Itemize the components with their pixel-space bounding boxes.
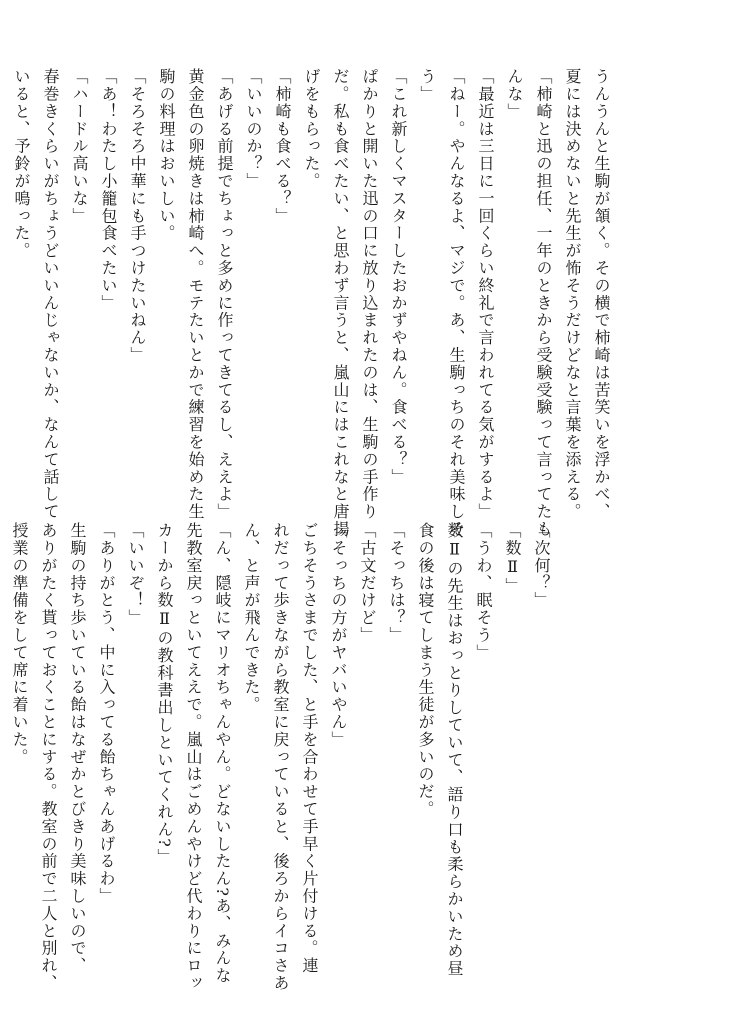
text-line: 「あ！わたし小籠包食べたい」 [99, 68, 118, 312]
lower-text-block [0, 522, 556, 992]
text-line: だ。私も食べたい、と思わず言うと、嵐山にはこれなと唐揚 [331, 68, 350, 538]
text-line: れだって歩きながら教室に戻っていると、後ろからイコさあ [271, 522, 290, 992]
text-line: 「ん、隠岐にマリオちゃんやん。どないしたん?あ、みんな [213, 522, 232, 985]
text-line: げをもらった。 [302, 68, 321, 190]
text-line: 授業の準備をして席に着いた。 [10, 522, 29, 766]
text-line: 「柿崎と迅の担任、一年のときから受験受験って言ってたも [534, 68, 553, 538]
text-line: うんうんと生駒が頷く。その横で柿崎は苦笑いを浮かべ、 [592, 68, 611, 521]
text-line: 「そっちの方がヤバいやん」 [329, 522, 348, 749]
text-line: 「ハードル高いな」 [70, 68, 89, 225]
text-line: 「数Ⅱ」 [503, 522, 522, 595]
text-line: 夏には決めないと先生が怖そうだけどなと言葉を添える。 [563, 68, 582, 521]
text-line: カーから数Ⅱの教科書出しといてくれん?」 [155, 522, 174, 866]
text-line: 春巻きくらいがちょうどいいんじゃないか、なんて話して [41, 68, 60, 521]
text-line: 先教室戻っといてええで。嵐山はごめんやけど代わりにロッ [184, 522, 203, 992]
text-line: 「ありがとう、中に入ってる飴ちゃんあげるわ」 [97, 522, 116, 905]
text-line: う」 [418, 68, 437, 103]
text-line: 「ねー。やんなるよ、マジで。あ、生駒っちのそれ美味しそ [447, 68, 466, 538]
text-line: ありがたく貰っておくことにする。教室の前で二人と別れ、 [39, 522, 58, 992]
text-line: ぱかりと開いた迅の口に放り込まれたのは、生駒の手作り [360, 68, 379, 521]
text-line: 「これ新しくマスターしたおかずやねん。食べる？」 [389, 68, 408, 486]
text-line: 「いいのか？」 [244, 68, 263, 190]
text-line: 「古文だけど」 [358, 522, 377, 644]
text-line: 生駒の持ち歩いている飴はなぜかとびきり美味しいので、 [68, 522, 87, 975]
text-line: 数Ⅱの先生はおっとりしていて、語り口も柔らかいため昼 [445, 522, 464, 978]
text-line: 「あげる前提でちょっと多めに作ってきてるし、ええよ」 [215, 68, 234, 521]
text-line: ごちそうさまでした、と手を合わせて手早く片付ける。連 [300, 522, 319, 975]
text-line: 「うわ、眠そう」 [474, 522, 493, 662]
text-line: 「柿崎も食べる？」 [273, 68, 292, 225]
text-line: 「次何？」 [532, 522, 551, 609]
text-line: いると、予鈴が鳴った。 [12, 68, 31, 260]
text-line: 黄金色の卵焼きは柿崎へ。モテたいとかで練習を始めた生 [186, 68, 205, 521]
text-line: 駒の料理はおいしい。 [157, 68, 176, 242]
upper-text-block [7, 68, 616, 538]
text-line: 「いいぞ！」 [126, 522, 145, 627]
text-line: ん、と声が飛んできた。 [242, 522, 261, 714]
text-line: 食の後は寝てしまう生徒が多いのだ。 [416, 522, 435, 818]
text-line: 「そっちは？」 [387, 522, 406, 644]
text-line: 「最近は三日に一回くらい終礼で言われてる気がするよ」 [476, 68, 495, 521]
text-line: 「そろそろ中華にも手つけたいねん」 [128, 68, 147, 364]
text-line: んな」 [505, 68, 524, 121]
